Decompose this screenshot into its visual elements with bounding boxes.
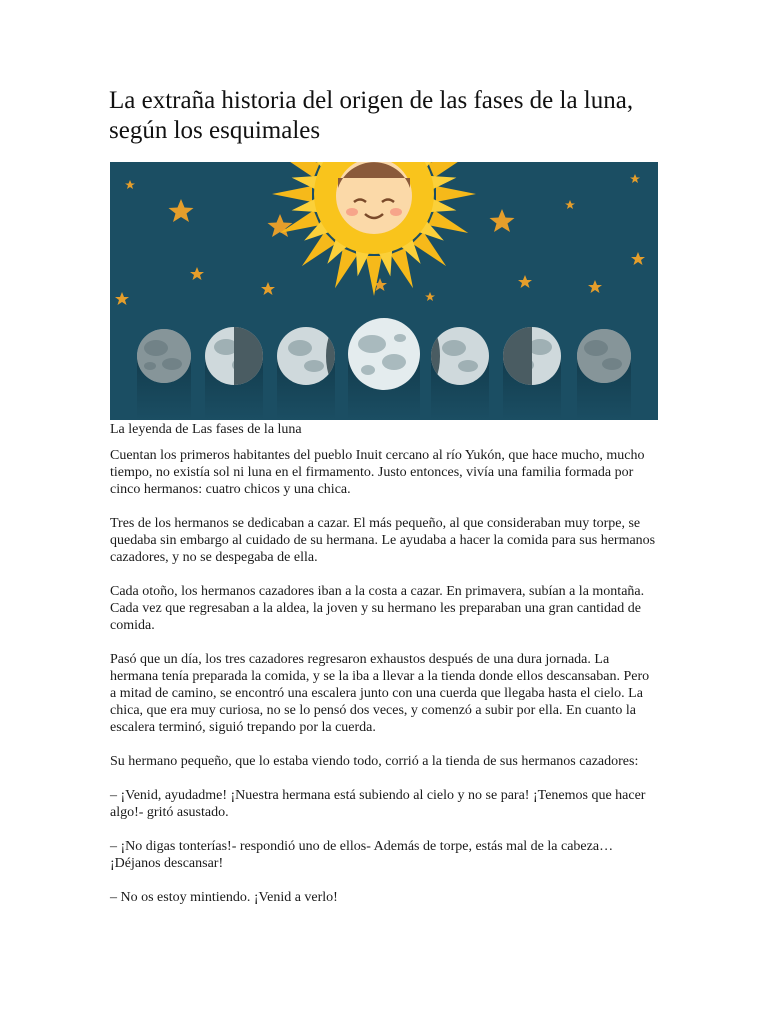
paragraph: – ¡No digas tonterías!- respondió uno de ellos- Además de torpe, estás mal de la cabeza… ¡Déjanos descansar! bbox=[110, 839, 614, 871]
paragraph: Su hermano pequeño, que lo estaba viendo todo, corrió a la tienda de sus hermanos cazadores: bbox=[110, 754, 639, 769]
article-title: La extraña historia del origen de las fases de la luna, según los esquimales bbox=[109, 87, 634, 144]
paragraph: Cada otoño, los hermanos cazadores iban a la costa a cazar. En primavera, subían a la montaña. Cada vez que regresaban a la aldea, la joven y su hermano les preparaban una gran cantidad de comida. bbox=[110, 584, 645, 633]
paragraph: Pasó que un día, los tres cazadores regresaron exhaustos después de una dura jornada. La hermana tenía preparada la comida, y se la iba a llevar a la tienda donde ellos descansaban. Pero a mitad de camino, se encontró una escalera junto con una cuerda que llegaba hasta el cielo. La chica, que era muy curiosa, no se lo pensó dos veces, y comenzó a subir por ella. En cuanto la escalera terminó, siguió trepando por la cuerda. bbox=[110, 652, 650, 735]
paragraph: Cuentan los primeros habitantes del pueblo Inuit cercano al río Yukón, que hace mucho, mucho tiempo, no existía sol ni luna en el firmamento. Justo entonces, vivía una familia formada por cinco hermanos: cuatro chicos y una chica. bbox=[110, 448, 645, 497]
article-body bbox=[110, 447, 658, 923]
image-caption: La leyenda de Las fases de la luna bbox=[110, 422, 302, 437]
paragraph: Tres de los hermanos se dedicaban a cazar. El más pequeño, al que consideraban muy torpe, se quedaba sin embargo al cuidado de su hermana. Le ayudaba a hacer la comida para sus hermanos cazadores, y no se despegaba de ella. bbox=[110, 516, 656, 565]
paragraph: – ¡Venid, ayudadme! ¡Nuestra hermana está subiendo al cielo y no se para! ¡Tenemos que hacer algo!- gritó asustado. bbox=[110, 788, 646, 820]
sun-cheek-left bbox=[346, 208, 358, 216]
sun-cheek-right bbox=[390, 208, 402, 216]
paragraph: – No os estoy mintiendo. ¡Venid a verlo! bbox=[110, 890, 338, 905]
moon-phase-full bbox=[348, 318, 420, 390]
moon-phases-illustration bbox=[110, 162, 658, 420]
